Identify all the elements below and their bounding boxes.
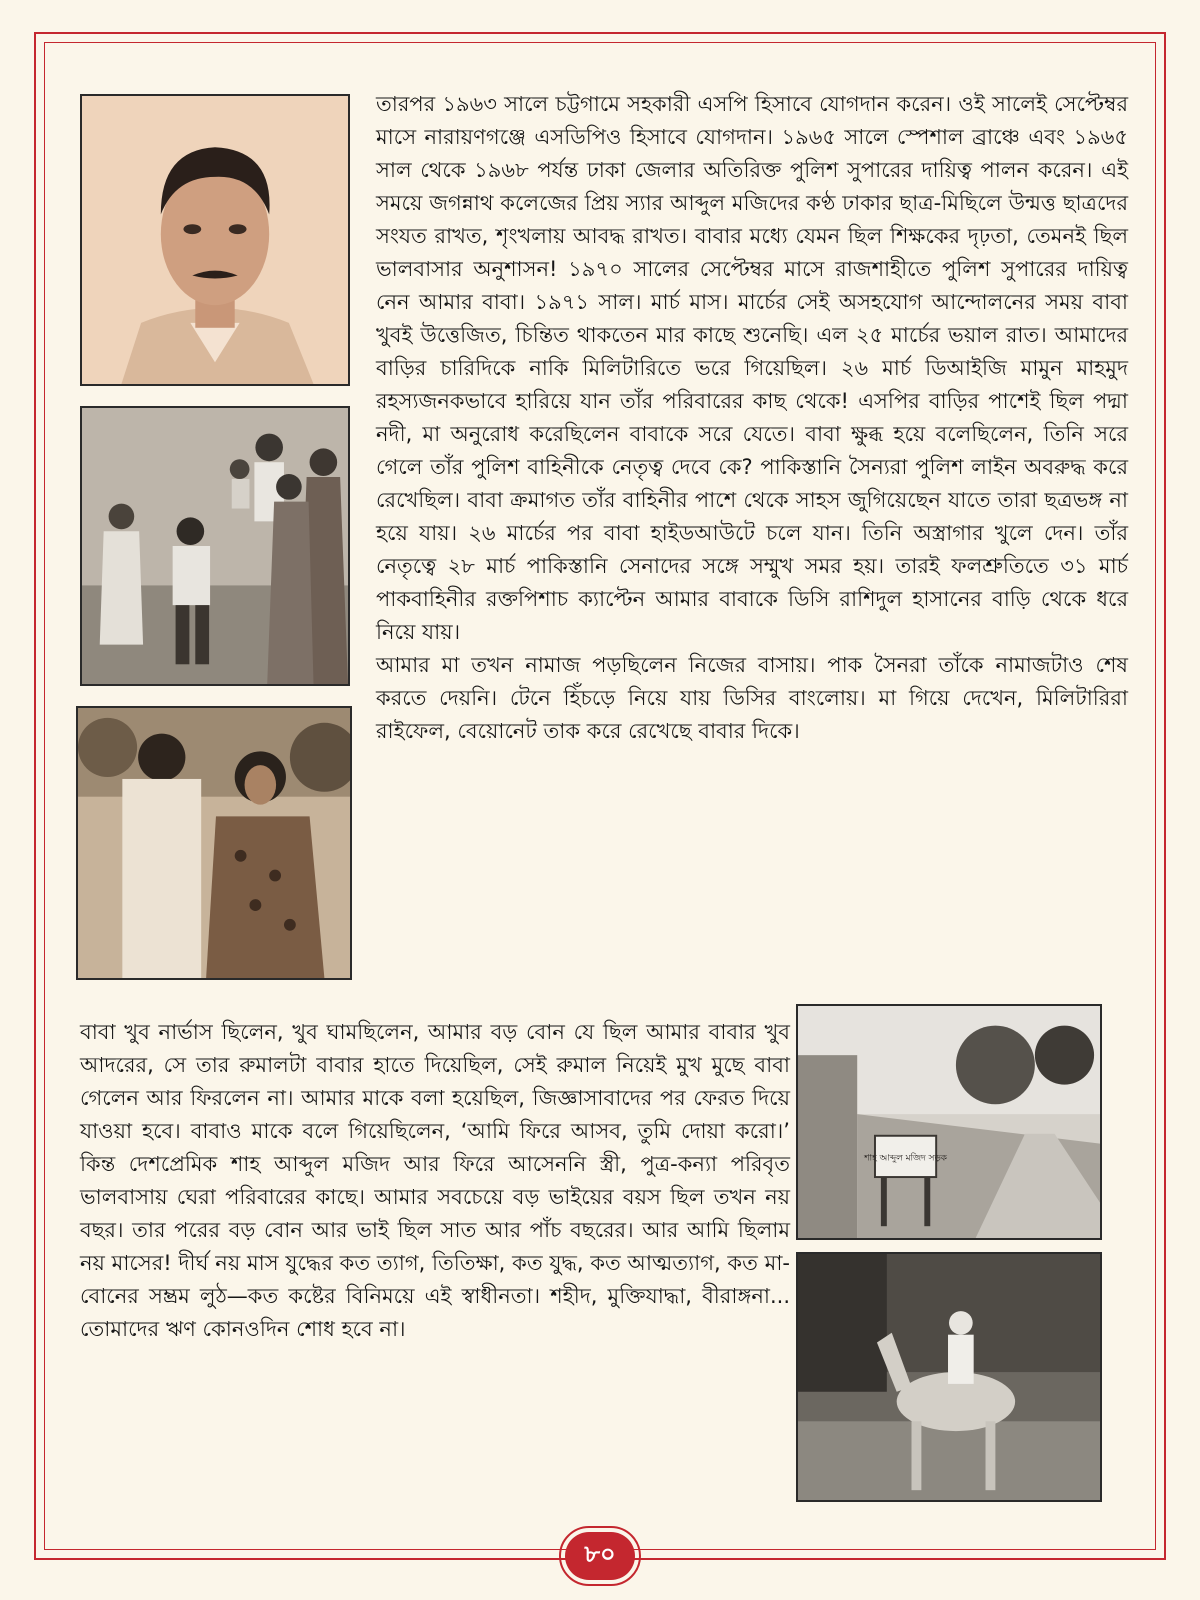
horse-rider-photo <box>796 1252 1102 1502</box>
family-group-image <box>82 408 348 684</box>
road-sign-photo <box>796 1004 1102 1240</box>
article-top-column <box>376 88 1128 748</box>
article-paragraph: আমার মা তখন নামাজ পড়ছিলেন নিজের বাসায়। পাক সৈনরা তাঁকে নামাজটাও শেষ করতে দেয়নি। টেনে হিঁচড়ে নিয়ে যায় ডিসির বাংলোয়। মা গিয়ে দেখেন, মিলিটারিরা রাইফেল, বেয়োনেট তাক করে রেখেছে বাবার দিকে। <box>376 653 1128 743</box>
article-bottom-column <box>80 1016 790 1346</box>
couple-image <box>78 708 350 978</box>
page-number: ৮০ <box>565 1532 635 1580</box>
article-paragraph: তারপর ১৯৬৩ সালে চট্টগামে সহকারী এসপি হিসাবে যোগদান করেন। ওই সালেই সেপ্টেম্বর মাসে নারায়ণগঞ্জে এসডিপিও হিসাবে যোগদান। ১৯৬৫ সালে স্পেশাল ব্রাঞ্চে এবং ১৯৬৫ সাল থেকে ১৯৬৮ পর্যন্ত ঢাকা জেলার অতিরিক্ত পুলিশ সুপারের দায়িত্ব পালন করেন। এই সময়ে জগন্নাথ কলেজের প্রিয় স্যার আব্দুল মজিদের কণ্ঠ ঢাকার ছাত্র-মিছিলে উন্মত্ত ছাত্রদের সংযত রাখত, শৃংখলায় আবদ্ধ রাখত। বাবার মধ্যে যেমন ছিল শিক্ষকের দৃঢ়তা, তেমনই ছিল ভালবাসার অনুশাসন! ১৯৭০ সালের সেপ্টেম্বর মাসে রাজশাহীতে পুলিশ সুপারের দায়িত্ব নেন আমার বাবা। ১৯৭১ সাল। মার্চ মাস। মার্চের সেই অসহযোগ আন্দোলনের সময় বাবা খুবই উত্তেজিত, চিন্তিত থাকতেন মার কাছে শুনেছি। এল ২৫ মার্চের ভয়াল রাত। আমাদের বাড়ির চারিদিকে নাকি মিলিটারিতে ভরে গিয়েছিল। ২৬ মার্চ ডিআইজি মামুন মাহমুদ রহস্যজনকভাবে হারিয়ে যান তাঁর পরিবারের কাছ থেকে! এসপির বাড়ির পাশেই ছিল পদ্মা নদী, মা অনুরোধ করেছিলেন বাবাকে সরে যেতে। বাবা ক্ষুব্ধ হয়ে বলেছিলেন, তিনি সরে গেলে তাঁর পুলিশ বাহিনীকে নেতৃত্ব দেবে কে? পাকিস্তানি সৈন্যরা পুলিশ লাইন অবরুদ্ধ করে রেখেছিল। বাবা ক্রমাগত তাঁর বাহিনীর পাশে থেকে সাহস জুগিয়েছেন যাতে তারা ছত্রভঙ্গ না হয়ে যায়। ২৬ মার্চের পর বাবা হাইডআউটে চলে যান। তিনি অস্ত্রাগার খুলে দেন। তাঁর নেতৃত্বে ২৮ মার্চ পাকিস্তানি সেনাদের সঙ্গে সম্মুখ সমর হয়। তারই ফলশ্রুতিতে ৩১ মার্চ পাকবাহিনীর রক্তপিশাচ ক্যাপ্টেন আমার বাবাকে ডিসি রাশিদুল হাসানের বাড়ি থেকে ধরে নিয়ে যায়। <box>376 92 1128 644</box>
portrait-image <box>82 96 348 384</box>
portrait-photo <box>80 94 350 386</box>
horse-rider-image <box>798 1254 1100 1500</box>
article-paragraph: বাবা খুব নার্ভাস ছিলেন, খুব ঘামছিলেন, আমার বড় বোন যে ছিল আমার বাবার খুব আদরের, সে তার রুমালটা বাবার হাতে দিয়েছিল, সেই রুমাল নিয়েই মুখ মুছে বাবা গেলেন আর ফিরলেন না। আমার মাকে বলা হয়েছিল, জিজ্ঞাসাবাদের পর ফেরত দিয়ে যাওয়া হবে। বাবাও মাকে বলে গিয়েছিলেন, ‘আমি ফিরে আসব, তুমি দোয়া করো।’ কিন্ত দেশপ্রেমিক শাহ আব্দুল মজিদ আর ফিরে আসেননি স্ত্রী, পুত্র-কন্যা পরিবৃত ভালবাসায় ঘেরা পরিবারের কাছে। আমার সবচেয়ে বড় ভাইয়ের বয়স ছিল তখন নয় বছর। তার পরের বড় বোন আর ভাই ছিল সাত আর পাঁচ বছরের। আর আমি ছিলাম নয় মাসের! দীর্ঘ নয় মাস যুদ্ধের কত ত্যাগ, তিতিক্ষা, কত যুদ্ধ, কত আত্মত্যাগ, কত মা-বোনের সম্ভ্রম লুঠ—কত কষ্টের বিনিময়ে এই স্বাধীনতা। শহীদ, মুক্তিযাদ্ধা, বীরাঙ্গনা... তোমাদের ঋণ কোনওদিন শোধ হবে না। <box>80 1020 790 1341</box>
road-sign-label: শাহ আব্দুল মজিদ সড়ক <box>864 1153 947 1164</box>
couple-photo <box>76 706 352 980</box>
road-sign-image <box>798 1006 1100 1238</box>
family-group-photo <box>80 406 350 686</box>
